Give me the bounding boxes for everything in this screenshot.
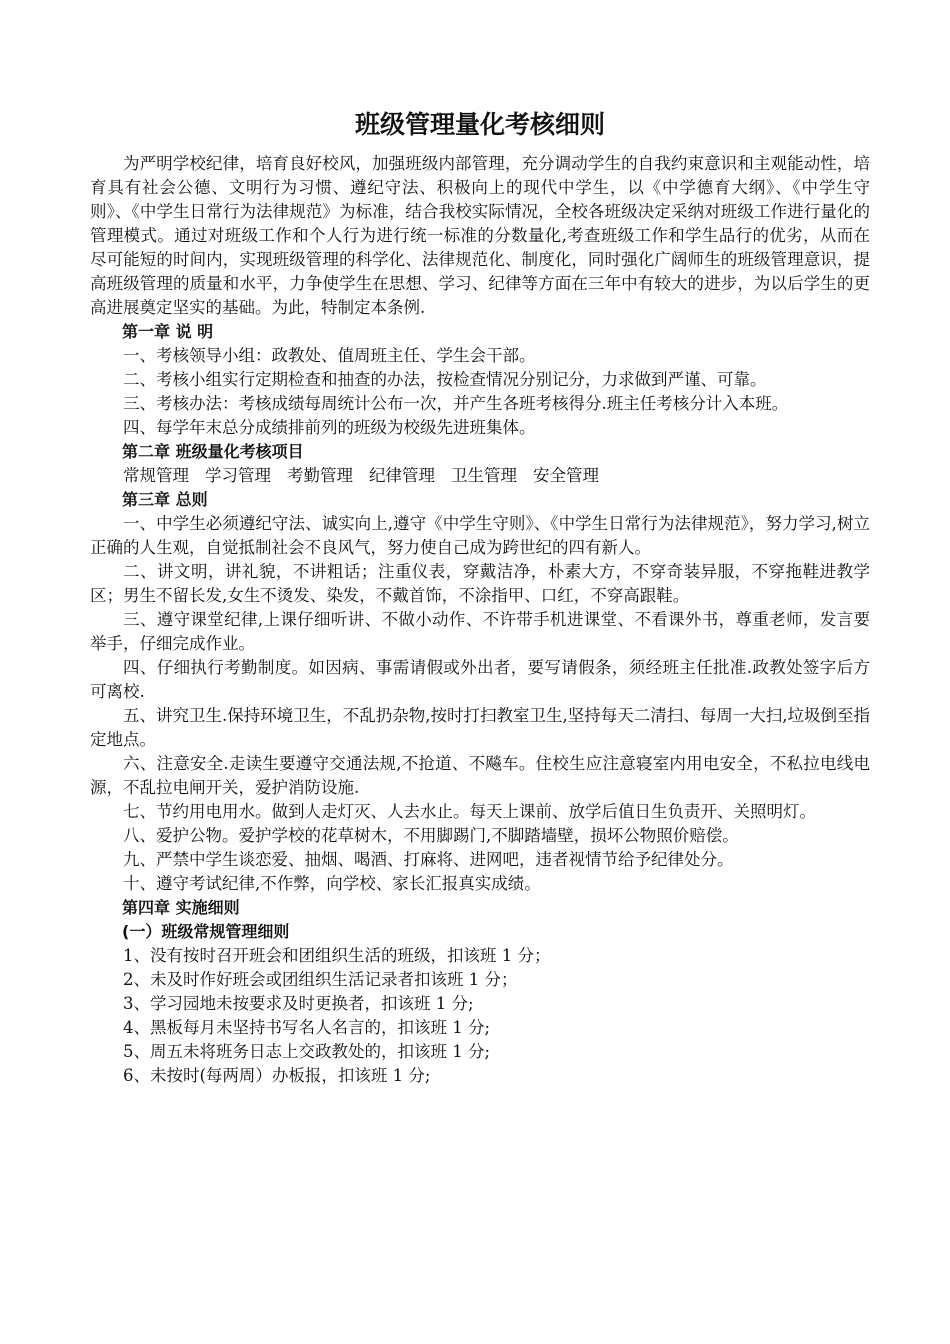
chapter-3-item: 四、仔细执行考勤制度。如因病、事需请假或外出者，要写请假条，须经班主任批准.政教处签字后方可离校. <box>90 658 870 701</box>
intro-paragraph: 为严明学校纪律，培育良好校风，加强班级内部管理，充分调动学生的自我约束意识和主观能动性，培育具有社会公德、文明行为习惯、遵纪守法、积极向上的现代中学生，以《中学德育大纲》、《中学生守则》、《中学生日常行为法律规范》为标准，结合我校实际情况，全校各班级决定采纳对班级工作进行量化的管理模式。通过对班级工作和个人行为进行统一标准的分数量化,考查班级工作和学生品行的优劣，从而在尽可能短的时间内，实现班级管理的科学化、法律规范化、制度化，同时强化广阔师生的班级管理意识，提高班级管理的质量和水平，力争使学生在思想、学习、纪律等方面在三年中有较大的进步，为以后学生的更高进展奠定坚实的基础。为此，特制定本条例. <box>90 154 870 317</box>
chapter-4-subheading: (一）班级常规管理细则 <box>122 922 290 941</box>
chapter-3-item: 六、注意安全.走读生要遵守交通法规,不抢道、不飚车。住校生应注意寝室内用电安全，不私拉电线电源，不乱拉电闸开关，爱护消防设施. <box>90 754 870 797</box>
item-tag: 常规管理 <box>123 466 189 485</box>
chapter-3-item: 五、讲究卫生.保持环境卫生，不乱扔杂物,按时打扫教室卫生,坚持每天二清扫、每周一大扫,垃圾倒至指定地点。 <box>90 706 870 749</box>
chapter-3-item: 十、遵守考试纪律,不作弊，向学校、家长汇报真实成绩。 <box>123 874 541 893</box>
item-tag: 纪律管理 <box>369 466 435 485</box>
chapter-2-items <box>90 464 870 488</box>
chapter-4-item: 1、没有按时召开班会和团组织生活的班级，扣该班 1 分； <box>123 946 551 965</box>
chapter-1-item: 一、考核领导小组：政教处、值周班主任、学生会干部。 <box>123 346 536 365</box>
chapter-3-item: 九、严禁中学生谈恋爱、抽烟、喝酒、打麻将、进网吧，违者视情节给予纪律处分。 <box>123 850 734 869</box>
item-tag: 考勤管理 <box>287 466 353 485</box>
chapter-1-heading: 第一章 说 明 <box>122 322 214 341</box>
chapter-3-item: 一、中学生必须遵纪守法、诚实向上,遵守《中学生守则》、《中学生日常行为法律规范》，努力学习,树立正确的人生观，自觉抵制社会不良风气，努力使自己成为跨世纪的四有新人。 <box>90 514 870 557</box>
item-tag: 安全管理 <box>533 466 599 485</box>
chapter-4-item: 5、周五未将班务日志上交政教处的，扣该班 1 分; <box>123 1042 491 1061</box>
chapter-4-item: 3、学习园地未按要求及时更换者，扣该班 1 分; <box>123 994 474 1013</box>
chapter-3-item: 二、讲文明，讲礼貌，不讲粗话；注重仪表，穿戴洁净，朴素大方，不穿奇装异服，不穿拖鞋进教学区；男生不留长发,女生不烫发、染发，不戴首饰，不涂指甲、口红，不穿高跟鞋。 <box>90 562 870 605</box>
chapter-3-item: 七、节约用电用水。做到人走灯灭、人去水止。每天上课前、放学后值日生负责开、关照明灯。 <box>123 802 816 821</box>
chapter-2-heading: 第二章 班级量化考核项目 <box>122 442 304 461</box>
chapter-4-item: 4、黑板每月未坚持书写名人名言的，扣该班 1 分; <box>123 1018 491 1037</box>
chapter-1-item: 二、考核小组实行定期检查和抽查的办法，按检查情况分别记分，力求做到严谨、可靠。 <box>123 370 767 389</box>
chapter-1-item: 三、考核办法：考核成绩每周统计公布一次，并产生各班考核得分.班主任考核分计入本班。 <box>123 394 789 413</box>
chapter-4-item: 6、未按时(每两周）办板报，扣该班 1 分; <box>123 1066 431 1085</box>
item-tag: 学习管理 <box>205 466 271 485</box>
document-title: 班级管理量化考核细则 <box>354 110 605 139</box>
chapter-3-heading: 第三章 总则 <box>122 490 208 509</box>
chapter-4-heading: 第四章 实施细则 <box>122 898 240 917</box>
chapter-4-item: 2、未及时作好班会或团组织生活记录者扣该班 1 分； <box>123 970 518 989</box>
item-tag: 卫生管理 <box>451 466 517 485</box>
chapter-3-item: 八、爱护公物。爱护学校的花草树木，不用脚踢门,不脚踏墙壁，损坏公物照价赔偿。 <box>123 826 739 845</box>
chapter-1-item: 四、每学年末总分成绩排前列的班级为校级先进班集体。 <box>123 418 536 437</box>
chapter-3-item: 三、遵守课堂纪律,上课仔细听讲、不做小动作、不许带手机进课堂、不看课外书，尊重老师，发言要举手，仔细完成作业。 <box>90 610 870 653</box>
document-page <box>90 100 870 1088</box>
